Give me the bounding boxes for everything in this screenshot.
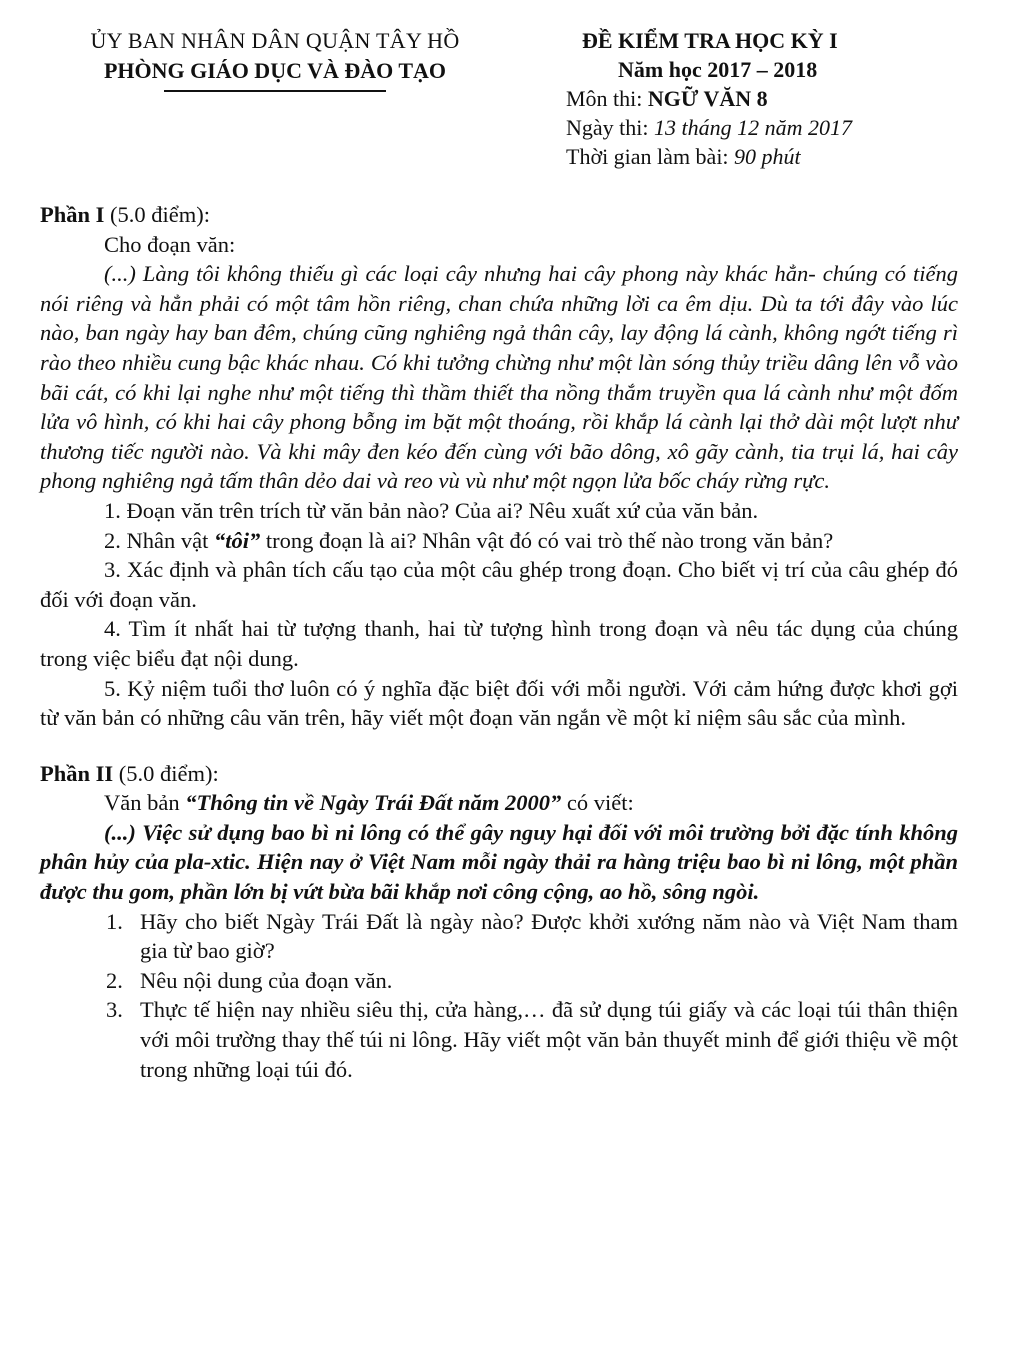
q2-text-c: trong đoạn là ai? Nhân vật đó có vai trò thế nào trong văn bản? bbox=[260, 527, 834, 553]
part1-question-1: 1. Đoạn văn trên trích từ văn bản nào? Của ai? Nêu xuất xứ của văn bản. bbox=[104, 497, 759, 523]
part2-question-2 bbox=[106, 966, 958, 996]
school-year: Năm học 2017 – 2018 bbox=[618, 57, 818, 82]
question-number: 2. bbox=[106, 967, 123, 993]
part1-question-2 bbox=[40, 526, 958, 556]
q2-text-a: 2. Nhân vật bbox=[104, 527, 214, 553]
issuing-authority bbox=[40, 26, 510, 92]
section-gap bbox=[40, 733, 958, 759]
question-text: Nêu nội dung của đoạn văn. bbox=[140, 967, 393, 993]
duration-label: Thời gian làm bài: bbox=[566, 144, 735, 169]
question-text: Thực tế hiện nay nhiều siêu thị, cửa hàng,… đã sử dụng túi giấy và các loại túi thân thiện với môi trường thay thế túi ni lông. Hãy viết một văn bản thuyết minh để giới thiệu về một trong những loại túi đó. bbox=[140, 997, 958, 1082]
question-number: 1. bbox=[106, 908, 123, 934]
subject-value: NGỮ VĂN 8 bbox=[647, 86, 768, 111]
exam-title: ĐỀ KIỂM TRA HỌC KỲ I bbox=[582, 28, 838, 53]
part2-title: Phần II bbox=[40, 760, 114, 786]
question-number: 3. bbox=[106, 997, 123, 1023]
exam-date-line bbox=[566, 113, 1006, 142]
date-label: Ngày thi: bbox=[566, 115, 654, 140]
duration-value: 90 phút bbox=[734, 144, 801, 169]
part2-question-1 bbox=[106, 907, 958, 966]
exam-body bbox=[40, 200, 958, 1084]
education-department: PHÒNG GIÁO DỤC VÀ ĐÀO TẠO bbox=[103, 58, 447, 83]
part1-heading bbox=[40, 200, 958, 230]
part2-heading bbox=[40, 759, 958, 789]
part2-question-list bbox=[40, 907, 958, 1085]
duration-line bbox=[566, 142, 1006, 171]
part1-question-5: 5. Kỷ niệm tuổi thơ luôn có ý nghĩa đặc biệt đối với mỗi người. Với cảm hứng được khơi gợi từ văn bản có những câu văn trên, hãy viết một đoạn văn ngắn về một kỉ niệm sâu sắc của mình. bbox=[40, 675, 958, 731]
part1-question-3: 3. Xác định và phân tích cấu tạo của một câu ghép trong đoạn. Cho biết vị trí của câu ghép đó đối với đoạn văn. bbox=[40, 557, 958, 612]
part1-question-4: 4. Tìm ít nhất hai từ tượng thanh, hai từ tượng hình trong đoạn và nêu tác dụng của chúng trong việc biểu đạt nội dung. bbox=[40, 616, 958, 671]
part2-passage: (...) Việc sử dụng bao bì ni lông có thể gây nguy hại đối với môi trường bởi đặc tính không phân hủy của pla-xtic. Hiện nay ở Việt Nam mỗi ngày thải ra hàng triệu bao bì ni lông, một phần được thu gom, phần lớn bị vứt bừa bãi khắp nơi công cộng, ao hồ, sông ngòi. bbox=[40, 819, 958, 905]
part2-question-3 bbox=[106, 995, 958, 1084]
part2-source-title: “Thông tin về Ngày Trái Đất năm 2000” bbox=[185, 790, 562, 816]
part2-intro bbox=[40, 788, 958, 818]
part1-passage: (...) Làng tôi không thiếu gì các loại cây nhưng hai cây phong này khác hẳn- chúng có tiếng nói riêng và hẳn phải có một tâm hồn riêng, chan chứa những lời ca êm dịu. Dù ta tới đây vào lúc nào, ban ngày hay ban đêm, chúng cũng nghiêng ngả thân cây, lay động lá cành, không ngớt tiếng rì rào theo nhiều cung bậc khác nhau. Có khi tưởng chừng như một làn sóng thủy triều dâng lên vỗ vào bãi cát, có khi lại nghe như một tiếng thì thầm thiết tha nồng thắm truyền qua lá cành như một đốm lửa vô hình, có khi hai cây phong bỗng im bặt một thoáng, rồi khắp lá cành lại thở dài một lượt như thương tiếc người nào. Và khi mây đen kéo đến cùng với bão dông, xô gãy cành, tia trụi lá, hai cây phong nghiêng ngả tấm thân dẻo dai và reo vù vù như một ngọn lửa bốc cháy rừng rực. bbox=[40, 261, 958, 494]
part2-intro-a: Văn bản bbox=[104, 790, 186, 816]
subject-line bbox=[566, 84, 1006, 113]
part2-intro-c: có viết: bbox=[561, 790, 634, 816]
district-committee: ỦY BAN NHÂN DÂN QUẬN TÂY HỒ bbox=[90, 28, 460, 53]
part1-points: (5.0 điểm): bbox=[104, 202, 211, 227]
header-divider bbox=[164, 90, 386, 92]
part1-title: Phần I bbox=[40, 202, 105, 227]
question-text: Hãy cho biết Ngày Trái Đất là ngày nào? Được khởi xướng năm nào và Việt Nam tham gia từ bao giờ? bbox=[140, 908, 958, 964]
date-value: 13 tháng 12 năm 2017 bbox=[654, 115, 852, 140]
subject-label: Môn thi: bbox=[566, 86, 648, 111]
part1-intro: Cho đoạn văn: bbox=[104, 231, 236, 257]
part2-points: (5.0 điểm): bbox=[113, 760, 219, 786]
q2-emphasis: “tôi” bbox=[213, 527, 261, 553]
exam-info bbox=[566, 26, 1006, 171]
